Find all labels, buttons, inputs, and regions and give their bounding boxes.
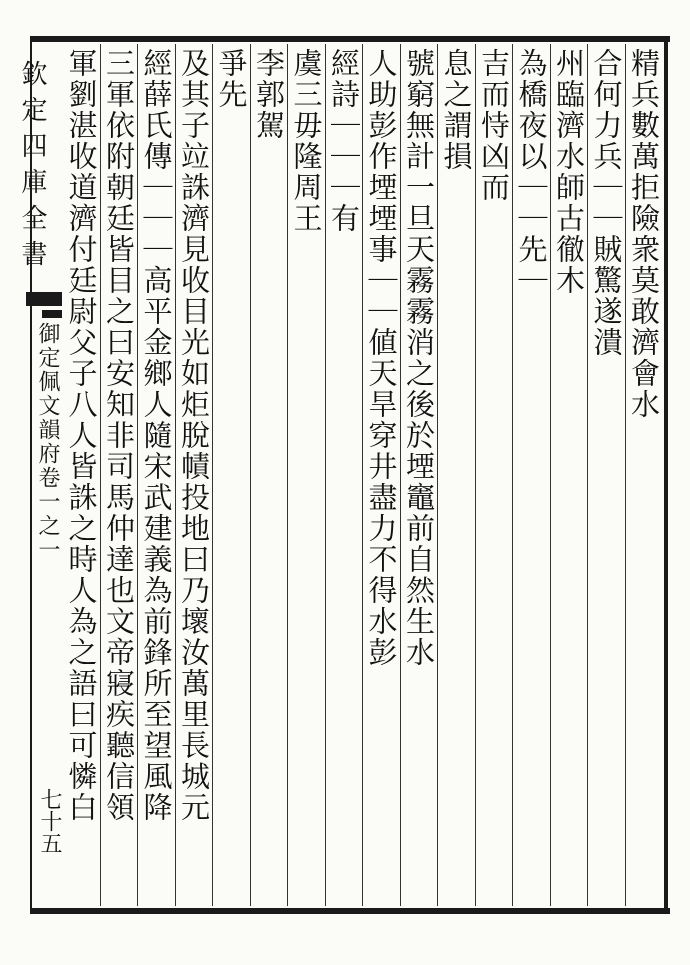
text-column: 爭先 bbox=[212, 44, 250, 906]
text-column: 號窮無計一旦天霧霧消之後於堙竈前自然生水 bbox=[400, 44, 438, 906]
text-column: 人助彭作堙堙事｜｜値天旱穿井盡力不得水彭 bbox=[362, 44, 400, 906]
text-column: 經詩｜｜｜有 bbox=[325, 44, 363, 906]
text-column: 為橋夜以｜｜先｜ bbox=[512, 44, 550, 906]
text-column: 州臨濟水師古徹木 bbox=[550, 44, 588, 906]
text-column: 軍劉湛收道濟付廷尉父子八人皆誅之時人為之語曰可憐白 bbox=[64, 48, 99, 823]
fishtail-mark-lower bbox=[42, 310, 62, 318]
text-column: 精兵數萬拒險衆莫敢濟會水 bbox=[625, 44, 663, 906]
text-column: 經薛氏傳｜｜｜高平金鄉人隨宋武建義為前鋒所至望風降 bbox=[137, 44, 175, 906]
text-column: 合何力兵｜｜賊驚遂潰 bbox=[587, 44, 625, 906]
frame-right-border bbox=[664, 36, 668, 914]
volume-title: 御定佩文韻府卷一之一 bbox=[35, 322, 60, 562]
text-column: 息之謂損 bbox=[437, 44, 475, 906]
text-column: 吉而恃凶而 bbox=[475, 44, 513, 906]
text-columns bbox=[62, 44, 662, 906]
text-column: 虞三毋隆周王 bbox=[287, 44, 325, 906]
frame-bottom-border bbox=[30, 908, 670, 914]
text-column: 三軍依附朝廷皆目之曰安知非司馬仲達也文帝寢疾聽信領 bbox=[100, 44, 138, 906]
page-number: 七十五 bbox=[37, 788, 62, 854]
fishtail-mark bbox=[26, 292, 62, 306]
frame-top-border bbox=[30, 36, 670, 42]
text-column: 及其子竝誅濟見收目光如炬脫幘投地曰乃壞汝萬里長城元 bbox=[175, 44, 213, 906]
text-column: 李郭駕 bbox=[250, 44, 288, 906]
book-title: 欽定四庫全書 bbox=[17, 60, 47, 276]
margin-strip bbox=[8, 60, 62, 900]
